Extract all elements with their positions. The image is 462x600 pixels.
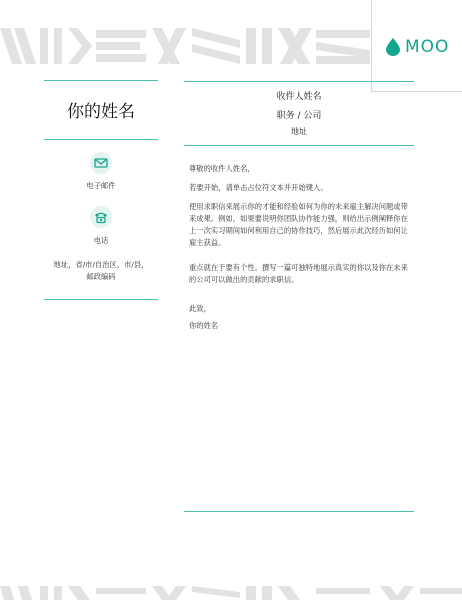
sidebar-bottom-rule <box>44 299 158 300</box>
letter-paragraph[interactable]: 使用求职信来展示你的才能和经验如何为你的未来雇主解决问题或带来成果。例如，如果要说明你团队协作能力强，则给出示例阐释你在上一次实习期间如何利用自己的协作技巧，然后展示此次经历如何让雇主获益。 <box>189 202 408 247</box>
footer-rule <box>184 511 414 512</box>
recipient-address[interactable]: 地址 <box>291 127 307 136</box>
recipient-name[interactable]: 收件人姓名 <box>276 92 322 102</box>
email-field[interactable]: 电子邮件 <box>86 181 116 190</box>
sender-name[interactable]: 你的姓名 <box>67 102 135 122</box>
letter-paragraph[interactable]: 重点就在于要有个性。撰写一篇可独特地展示真实的你以及你在未来的公司可以做出的贡献的求职信。 <box>189 263 408 284</box>
letter-paragraph[interactable]: 若要开始，请单击占位符文本并开始键入。 <box>189 183 328 192</box>
sidebar-top-rule <box>44 80 158 81</box>
telephone-icon <box>93 209 109 225</box>
email-icon-badge <box>90 152 112 174</box>
droplet-icon <box>386 38 400 56</box>
decorative-pattern-bottom <box>0 584 462 600</box>
header-top-rule <box>184 81 414 82</box>
address-field[interactable]: 地址，省/市/自治区，市/县，邮政编码 <box>53 260 149 281</box>
envelope-icon <box>93 155 109 171</box>
phone-field[interactable]: 电话 <box>93 236 109 245</box>
phone-icon-badge <box>90 206 112 228</box>
sidebar-name-rule <box>44 139 158 140</box>
header-bottom-rule <box>184 145 414 146</box>
moo-logo <box>371 0 462 92</box>
letter-closing[interactable]: 此致， <box>189 304 211 313</box>
recipient-title-company[interactable]: 职务 / 公司 <box>276 111 322 121</box>
letter-signature[interactable]: 你的姓名 <box>189 321 219 330</box>
logo-text: MOO <box>405 37 450 57</box>
letter-salutation[interactable]: 尊敬的收件人姓名， <box>189 164 255 173</box>
